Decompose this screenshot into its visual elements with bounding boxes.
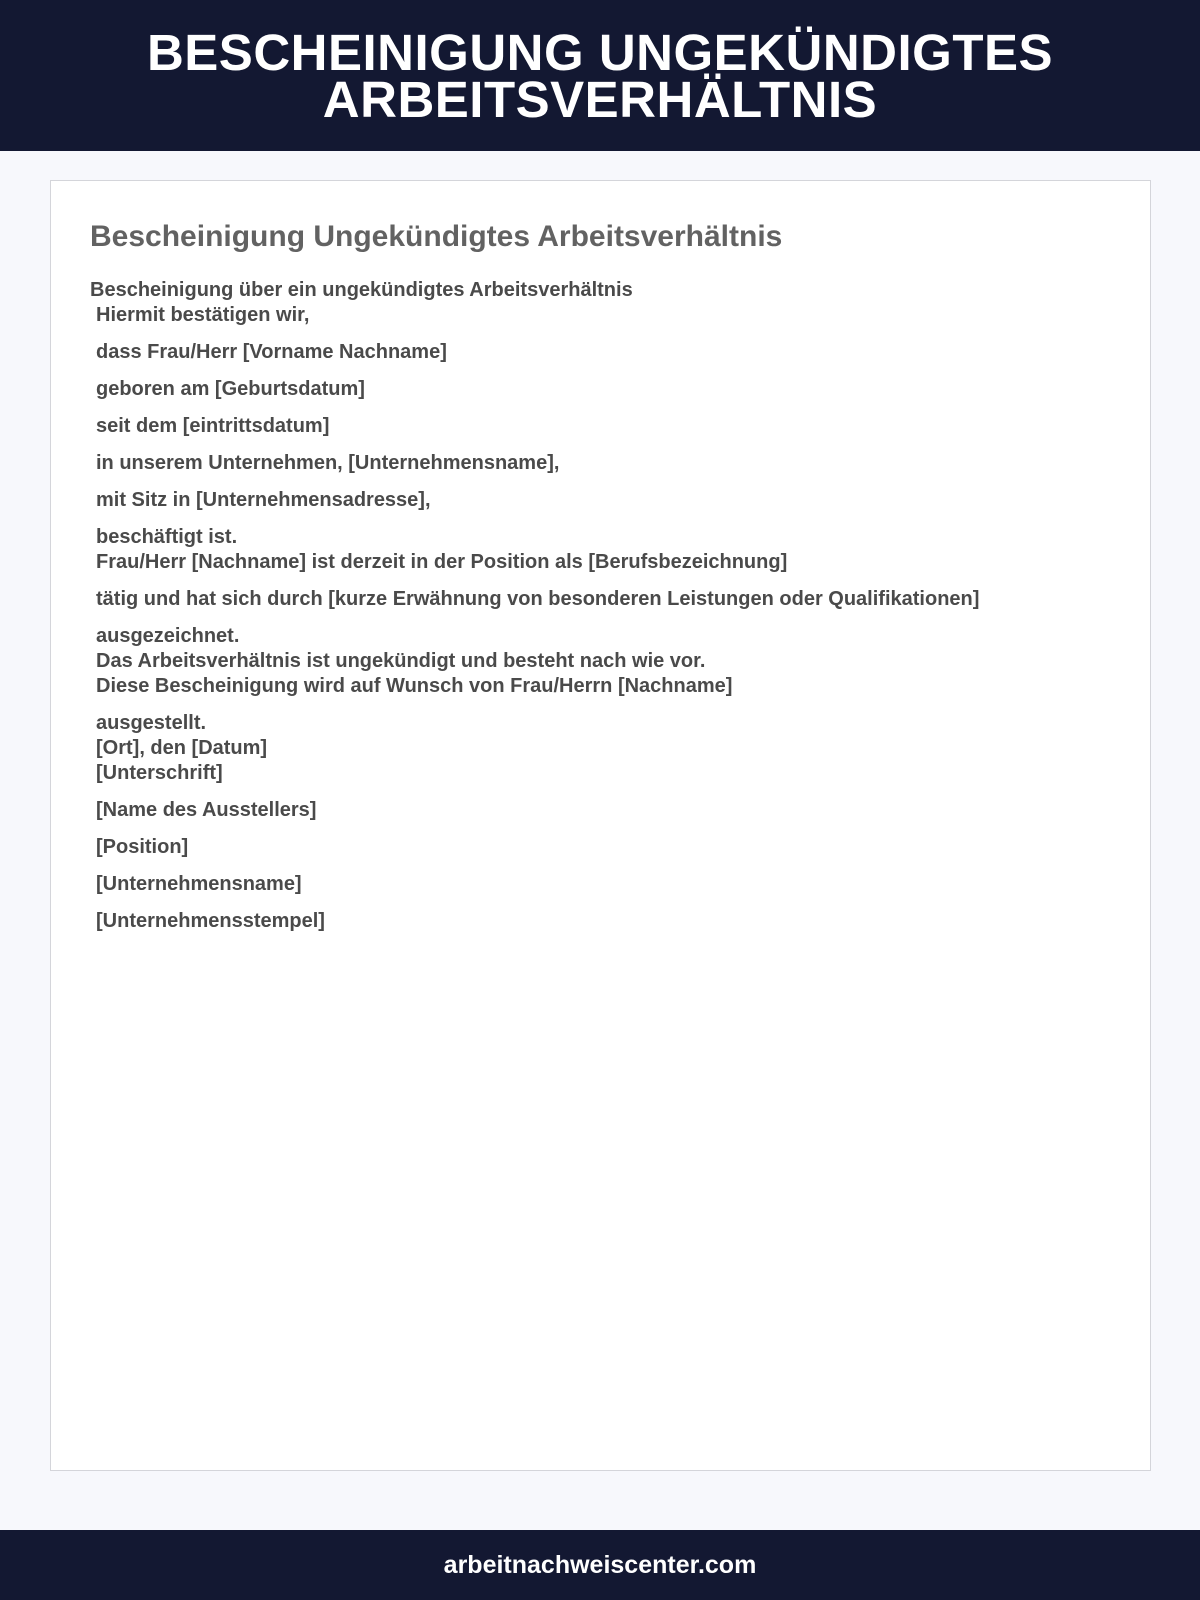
document-line: mit Sitz in [Unternehmensadresse], bbox=[96, 489, 431, 511]
document-line: tätig und hat sich durch [kurze Erwähnung von besonderen Leistungen oder Qualifikationen] bbox=[96, 588, 980, 610]
document-line: beschäftigt ist. bbox=[96, 526, 238, 548]
document-line: [Unternehmensstempel] bbox=[96, 910, 325, 932]
document-line: [Unternehmensname] bbox=[96, 873, 302, 895]
document-line: [Unterschrift] bbox=[96, 762, 223, 784]
document-line: seit dem [eintrittsdatum] bbox=[96, 415, 330, 437]
document-card bbox=[50, 180, 1151, 1471]
document-line: ausgezeichnet. bbox=[96, 625, 240, 647]
document-line: Frau/Herr [Nachname] ist derzeit in der Position als [Berufsbezeichnung] bbox=[96, 551, 788, 573]
document-line: [Ort], den [Datum] bbox=[96, 737, 268, 759]
footer-site-link[interactable]: arbeitnachweiscenter.com bbox=[443, 1550, 757, 1579]
document-line: ausgestellt. bbox=[96, 712, 207, 734]
page-footer bbox=[0, 1530, 1200, 1600]
page-header bbox=[0, 0, 1200, 151]
document-line: in unserem Unternehmen, [Unternehmensname], bbox=[96, 452, 560, 474]
document-line: dass Frau/Herr [Vorname Nachname] bbox=[96, 341, 447, 363]
document-line: Diese Bescheinigung wird auf Wunsch von Frau/Herrn [Nachname] bbox=[96, 675, 733, 697]
document-body bbox=[90, 278, 1110, 934]
document-line: Das Arbeitsverhältnis ist ungekündigt und besteht nach wie vor. bbox=[96, 650, 706, 672]
document-intro: Bescheinigung über ein ungekündigtes Arbeitsverhältnis bbox=[90, 279, 633, 301]
document-title: Bescheinigung Ungekündigtes Arbeitsverhältnis bbox=[90, 220, 783, 253]
page-title: BESCHEINIGUNG UNGEKÜNDIGTES ARBEITSVERHÄLTNIS bbox=[146, 23, 1054, 128]
document-line: [Position] bbox=[96, 836, 189, 858]
document-line: Hiermit bestätigen wir, bbox=[96, 304, 310, 326]
document-line: geboren am [Geburtsdatum] bbox=[96, 378, 365, 400]
document-line: [Name des Ausstellers] bbox=[96, 799, 317, 821]
